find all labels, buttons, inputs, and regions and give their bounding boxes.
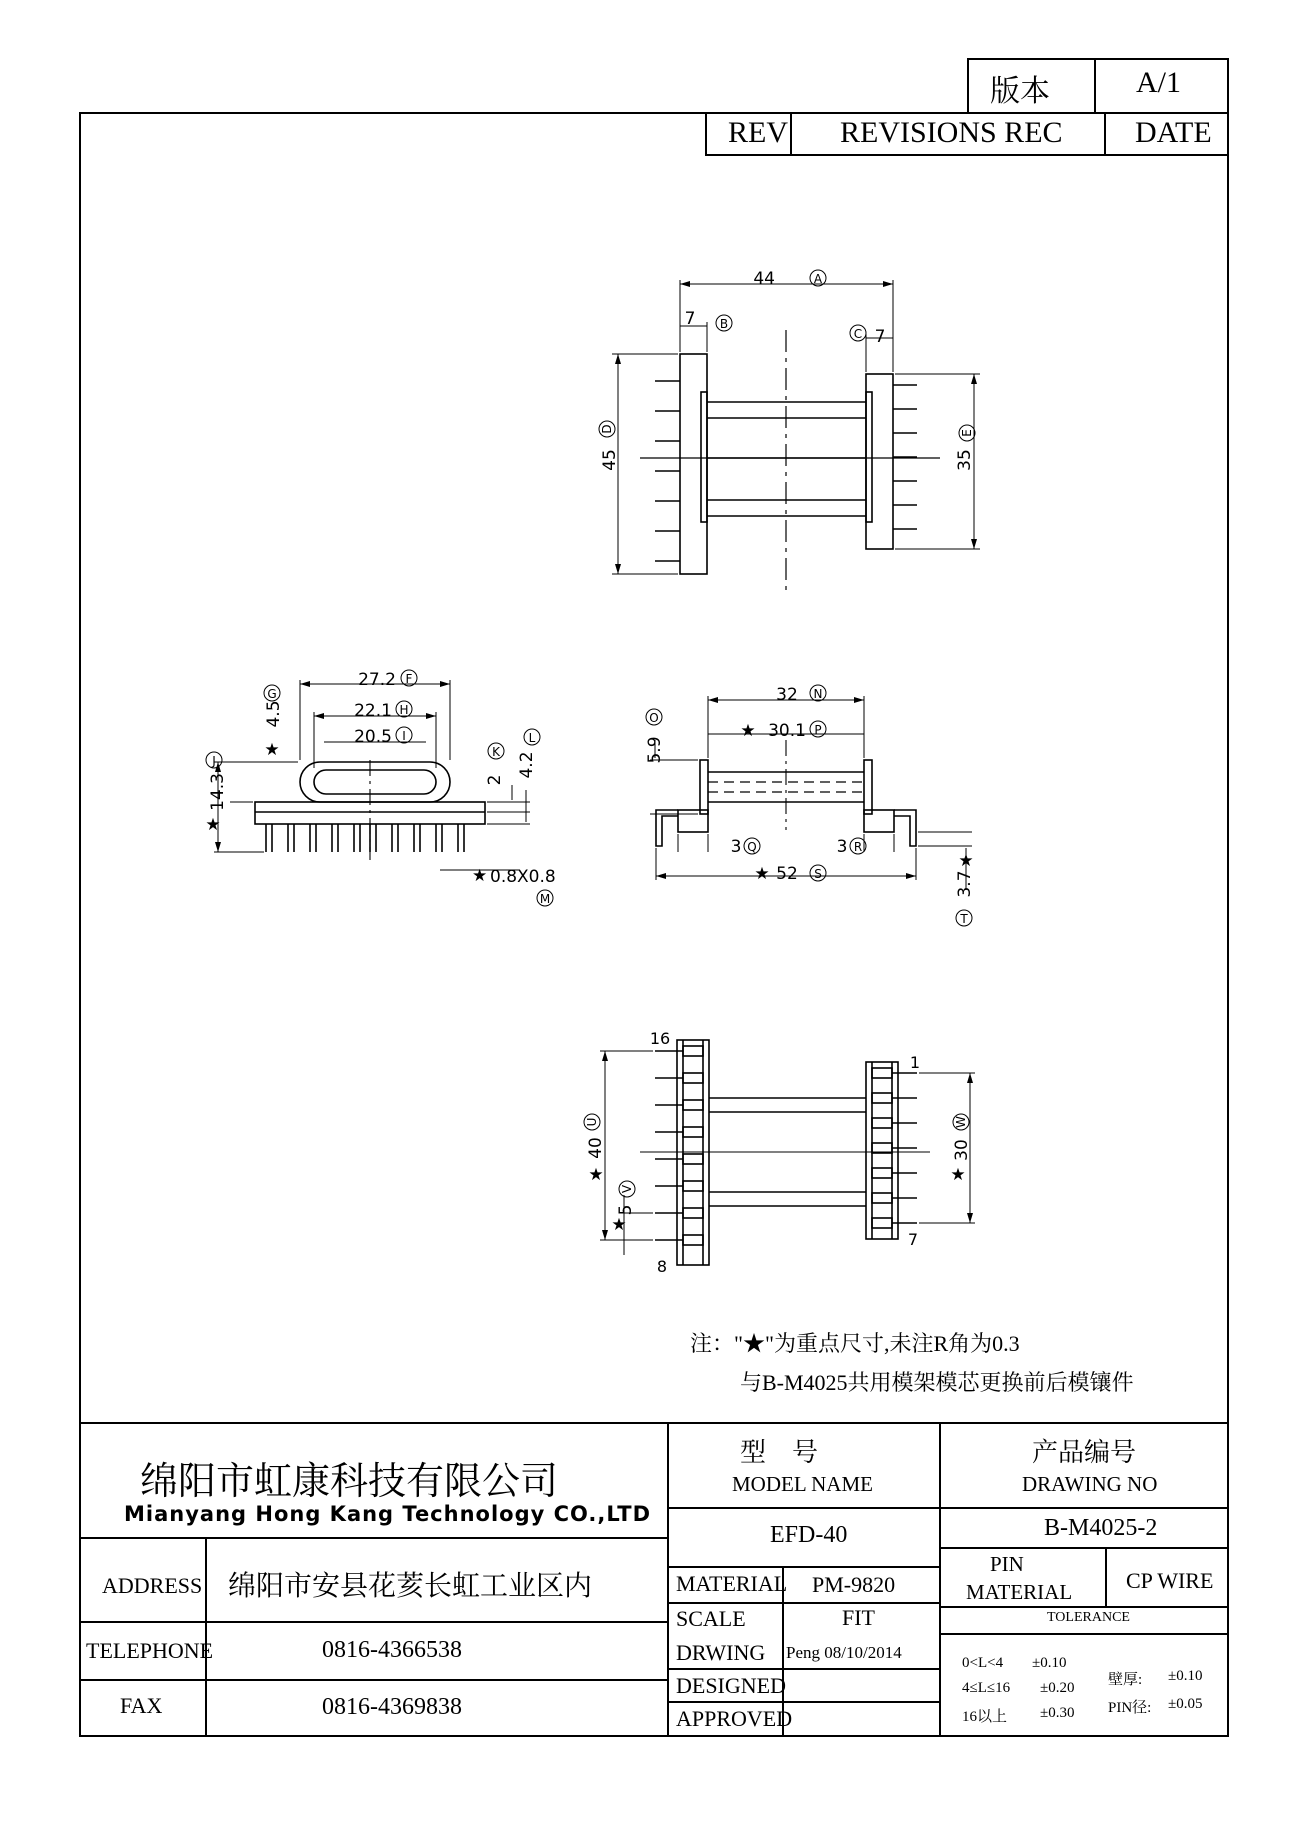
pin-dia-value: ±0.05 (1168, 1696, 1203, 1712)
tol-value-3: ±0.30 (1040, 1705, 1075, 1721)
pin-dia-label: PIN径: (1108, 1700, 1152, 1716)
dim-top-e: 35 (955, 449, 975, 471)
pin-material-label-2: MATERIAL (966, 1580, 1073, 1604)
star-bottom-u: ★ (588, 1165, 604, 1185)
telephone-label: TELEPHONE (86, 1638, 214, 1663)
dim-top-a: 44 (753, 269, 775, 289)
dim-front-s-ref: S (814, 867, 822, 881)
dim-bottom-v: 5 (616, 1204, 636, 1216)
pin-material-label-1: PIN (990, 1552, 1024, 1576)
scale-label: SCALE (676, 1606, 746, 1631)
dim-front-o-ref: O (649, 711, 659, 725)
dim-bottom-u-ref: U (585, 1117, 599, 1127)
note-line-1: 注："★"为重点尺寸,未注R角为0.3 (690, 1331, 1020, 1356)
dim-bottom-v-ref: V (620, 1184, 634, 1194)
dim-side-l-ref: L (528, 731, 536, 745)
dim-bottom-u: 40 (586, 1137, 606, 1159)
scale-value: FIT (842, 1605, 875, 1630)
dim-top-e-ref: E (960, 429, 974, 437)
dim-side-m-ref: M (539, 892, 551, 906)
pin-material-value: CP WIRE (1126, 1568, 1214, 1593)
fax-label: FAX (120, 1693, 163, 1718)
company-name-cn: 绵阳市虹康科技有限公司 (140, 1459, 559, 1503)
drawing-label-cn: 产品编号 (1032, 1438, 1137, 1468)
star-bottom-v: ★ (611, 1215, 627, 1235)
dim-front-t-ref: T (960, 912, 968, 926)
pin-label-7: 7 (907, 1230, 919, 1249)
dim-side-f: 27.2 (358, 670, 396, 690)
tol-range-2: 4≤L≤16 (962, 1680, 1011, 1696)
star-side-m: ★ (472, 866, 488, 886)
dim-top-a-ref: A (813, 272, 823, 286)
star-front-t: ★ (958, 851, 974, 871)
dim-front-t: 3.7 (955, 870, 975, 898)
dim-side-l: 4.2 (517, 751, 537, 779)
dim-top-d: 45 (600, 449, 620, 471)
dim-front-r: 3 (836, 837, 848, 857)
star-side-j: ★ (205, 815, 221, 835)
dim-top-b: 7 (684, 309, 696, 329)
tolerance-label: TOLERANCE (1047, 1610, 1130, 1625)
wall-label: 壁厚: (1108, 1672, 1143, 1688)
dim-side-j: 14.3 (208, 773, 228, 811)
approved-label: APPROVED (676, 1706, 793, 1731)
model-label-cn: 型 号 (740, 1438, 819, 1468)
model-value: EFD-40 (770, 1522, 848, 1548)
dim-front-p: 30.1 (768, 721, 806, 741)
dim-side-m: 0.8X0.8 (490, 867, 556, 887)
dim-side-g: 4.5 (264, 700, 284, 728)
date-header: DATE (1135, 116, 1212, 149)
company-name-en: Mianyang Hong Kang Technology CO.,LTD (124, 1502, 652, 1526)
pin-label-16: 16 (649, 1029, 671, 1048)
dim-side-k: 2 (485, 774, 505, 786)
tol-value-1: ±0.10 (1032, 1655, 1067, 1671)
dim-front-p-ref: P (814, 723, 822, 737)
telephone-value: 0816-4366538 (322, 1637, 462, 1663)
wall-value: ±0.10 (1168, 1668, 1203, 1684)
tol-value-2: ±0.20 (1040, 1680, 1075, 1696)
dim-front-q-ref: Q (747, 840, 757, 854)
dim-front-q: 3 (730, 837, 742, 857)
star-front-s: ★ (754, 864, 770, 884)
address-label: ADDRESS (102, 1573, 203, 1598)
drawing-label-en: DRAWING NO (1022, 1472, 1158, 1496)
dim-top-b-ref: B (719, 317, 729, 331)
dim-side-i-ref: I (402, 729, 406, 743)
dim-side-j-ref: J (212, 754, 216, 768)
dim-front-r-ref: R (853, 840, 863, 854)
designed-label: DESIGNED (676, 1673, 786, 1698)
dim-front-n: 32 (776, 685, 798, 705)
star-bottom-w: ★ (950, 1165, 966, 1185)
tol-range-3: 16以上 (962, 1709, 1008, 1725)
address-value: 绵阳市安县花荄长虹工业区内 (228, 1569, 593, 1602)
dim-side-i: 20.5 (354, 727, 392, 747)
dim-side-f-ref: F (405, 672, 413, 686)
dim-top-c: 7 (874, 327, 886, 347)
drwing-label: DRWING (676, 1640, 766, 1665)
dim-front-s: 52 (776, 864, 798, 884)
dim-front-n-ref: N (813, 687, 823, 701)
dim-bottom-w-ref: W (954, 1116, 968, 1128)
dim-top-c-ref: C (853, 327, 863, 341)
drawing-value: B-M4025-2 (1044, 1515, 1158, 1541)
star-front-p: ★ (740, 721, 756, 741)
rev-header: REV (728, 116, 788, 149)
dim-front-o: 5.9 (645, 736, 665, 764)
pin-label-8: 8 (656, 1257, 668, 1276)
pin-label-1: 1 (909, 1053, 921, 1072)
note-line-2: 与B-M4025共用模架模芯更换前后模镶件 (740, 1370, 1134, 1395)
tol-range-1: 0<L<4 (962, 1655, 1004, 1671)
version-value: A/1 (1136, 66, 1181, 99)
material-label: MATERIAL (676, 1571, 788, 1596)
fax-value: 0816-4369838 (322, 1694, 462, 1720)
dim-side-g-ref: G (267, 687, 277, 701)
revisions-header: REVISIONS REC (840, 116, 1063, 149)
dim-side-h-ref: H (399, 703, 409, 717)
version-label: 版本 (990, 75, 1050, 108)
dim-side-h: 22.1 (354, 701, 392, 721)
drwing-value: Peng 08/10/2014 (786, 1643, 902, 1662)
star-side-g: ★ (264, 740, 280, 760)
dim-side-k-ref: K (492, 745, 500, 759)
model-label-en: MODEL NAME (732, 1472, 873, 1496)
dim-top-d-ref: D (600, 424, 614, 434)
dim-bottom-w: 30 (952, 1139, 972, 1161)
material-value: PM-9820 (812, 1572, 896, 1597)
